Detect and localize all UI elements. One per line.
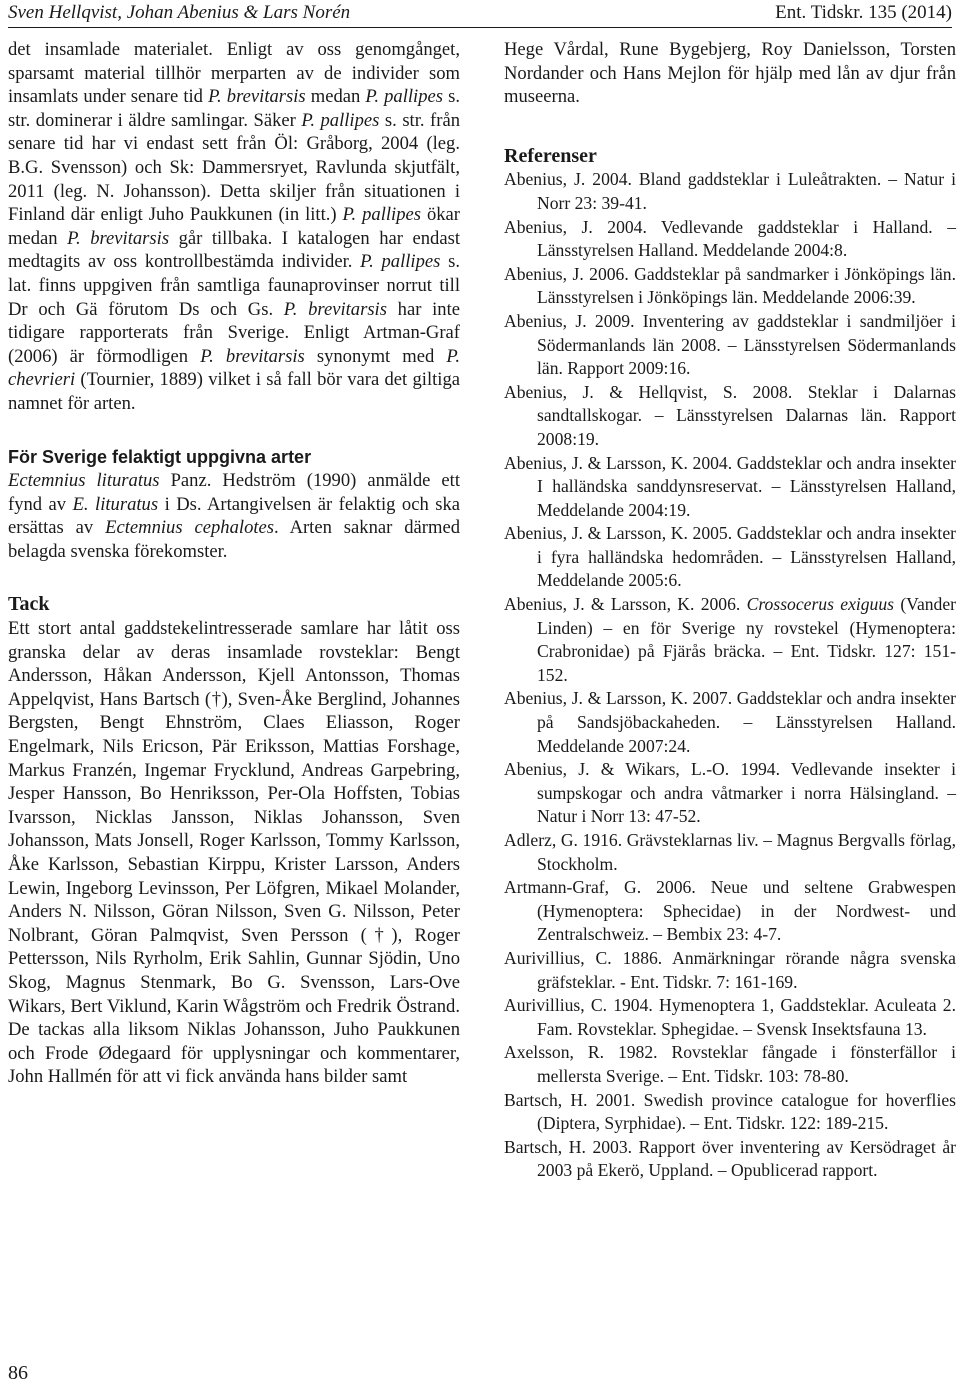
text-run: s. lat. finns uppgiven från samtliga faunaprovinser norrut till Dr och Gä förutom Ds och Gs. bbox=[8, 251, 460, 320]
reference-entry bbox=[504, 452, 956, 523]
italic-run: P. pallipes bbox=[301, 109, 380, 131]
italic-run: P. pallipes bbox=[365, 86, 444, 108]
text-run: Panz. Hedström (1990) anmälde ett fynd av bbox=[8, 470, 460, 515]
header-rule bbox=[8, 27, 952, 28]
text-run: Bartsch, H. 2003. Rapport över inventering av Kersödraget år 2003 på Ekerö, Uppland. – Opublicerad rapport. bbox=[504, 1136, 956, 1181]
reference-entry bbox=[504, 216, 956, 263]
reference-entry bbox=[504, 758, 956, 829]
text-run: Abenius, J. & Larsson, K. 2006. bbox=[504, 594, 747, 615]
text-run: Abenius, J. & Larsson, K. 2004. Gaddsteklar och andra insekter I halländska sanddynsreservat. – Länsstyrelsen Halland, Meddelande 2004:19. bbox=[504, 452, 956, 520]
italic-run: P. pallipes bbox=[360, 251, 441, 273]
italic-run: Ectemnius cephalotes bbox=[105, 517, 275, 539]
text-run: Hege Vårdal, Rune Bygebjerg, Roy Danielsson, Torsten Nordander och Hans Mejlon för hjälp med lån av djur från museerna. bbox=[504, 39, 956, 108]
reference-entry bbox=[504, 522, 956, 593]
reference-entry bbox=[504, 168, 956, 215]
reference-entry bbox=[504, 1089, 956, 1136]
text-run: s. str. dominerar i äldre samlingar. Säker bbox=[8, 86, 460, 131]
text-run: Abenius, J. 2006. Gaddsteklar på sandmarker i Jönköpings län. Länsstyrelsen i Jönköpings län. Meddelande 2006:39. bbox=[504, 263, 956, 308]
italic-run: Crossocerus exiguus bbox=[746, 594, 895, 615]
text-run: Aurivillius, C. 1886. Anmärkningar rörande några svenska gräfsteklar. - Ent. Tidskr. 7: 161-169. bbox=[504, 947, 956, 992]
italic-run: P. pallipes bbox=[342, 204, 421, 226]
italic-run: P. brevitarsis bbox=[208, 86, 306, 108]
header-journal: Ent. Tidskr. 135 (2014) bbox=[775, 2, 952, 23]
reference-entry bbox=[504, 947, 956, 994]
running-header bbox=[0, 0, 960, 30]
reference-list bbox=[504, 168, 956, 1183]
text-run: Aurivillius, C. 1904. Hymenoptera 1, Gaddsteklar. Aculeata 2. Fam. Rovsteklar. Sphegidae. – Svensk Insektsfauna 13. bbox=[504, 995, 956, 1039]
body-paragraph-pallipes bbox=[8, 38, 460, 416]
text-run: går tillbaka. I katalogen har endast medtagits av oss kontrollbestämda individer. bbox=[8, 227, 460, 273]
reference-entry bbox=[504, 994, 956, 1041]
text-run: Artmann-Graf, G. 2006. Neue und seltene Grabwespen (Hymenoptera: Sphecidae) in der Nordwest- und Zentralschweiz. – Bembix 23: 4-7. bbox=[504, 877, 956, 945]
italic-run: E. lituratus bbox=[72, 493, 159, 515]
reference-entry bbox=[504, 829, 956, 876]
section-heading-references: Referenser bbox=[504, 144, 597, 167]
text-run: Abenius, J. & Larsson, K. 2005. Gaddsteklar och andra insekter i fyra halländska hedområden. – Länsstyrelsen Halland, Meddelande 2005:6. bbox=[504, 523, 956, 591]
text-run: Ett stort antal gaddstekelintresserade samlare har låtit oss granska delar av deras insamlade rovsteklar: Bengt Andersson, Håkan Andersson, Kjell Antonsson, Thomas Appelqvist, Hans Bartsch (†), Sven-Åke Berglind, Johannes Bergsten, Bengt Ehnström, Claes Eliasson, Roger Engelmark, Nils Ericson, Pär Eriksson, Mattias Forshage, Markus Franzén, Ingemar Frycklund, Andreas Garpebring, Jesper Hansson, Bo Henriksson, Per-Ola Hoffsten, Tobias Ivarsson, Nicklas Jansson, Niklas Johansson, Sven Johansson, Mats Jonsell, Roger Karlsson, Tommy Karlsson, Åke Karlsson, Sebastian Kirppu, Krister Larsson, Anders Lewin, Ingeborg Levinsson, Per Löfgren, Mikael Molander, Anders N. Nilsson, Göran Nilsson, Sven G. Nilsson, Peter Nolbrant, Göran Palmqvist, Sven Persson (†), Roger Pettersson, Nils Ryrholm, Erik Sahlin, Gunnar Sjödin, Uno Skog, Magnus Stenmark, Bo G. Svensson, Lars-Ove Wikars, Bert Viklund, Karin Wågström och Fredrik Östrand. De tackas alla liksom Niklas Johansson, Juho Paukkunen och Frode Ødegaard för upplysningar och kommentarer, John Hallmén för att vi fick använda hans bilder samt bbox=[8, 618, 460, 1088]
text-run: Abenius, J. 2004. Bland gaddsteklar i Luleåtrakten. – Natur i Norr 23: 39-41. bbox=[504, 169, 956, 213]
text-run: s. str. från senare tid har vi endast sett från Öl: Gråborg, 2004 (leg. B.G. Svensson) och Sk: Dammersryet, Ravlunda skjutfält, 2011 (leg. N. Johansson). Detta skiljer från situationen i Finland där enligt Juho Paukkunen (in litt.) bbox=[8, 109, 460, 226]
text-run: har inte tidigare rapporterats från Sverige. Enligt Artman-Graf (2006) är förmodligen bbox=[8, 298, 460, 367]
italic-run: P. brevitarsis bbox=[67, 227, 170, 249]
page-number: 86 bbox=[8, 1362, 28, 1384]
reference-entry bbox=[504, 263, 956, 310]
section-heading-incorrect-species: För Sverige felaktigt uppgivna arter bbox=[8, 446, 312, 467]
reference-entry bbox=[504, 1041, 956, 1088]
reference-entry bbox=[504, 310, 956, 381]
text-run: (Tournier, 1889) vilket i så fall bör vara det giltiga namnet för arten. bbox=[8, 369, 460, 414]
body-paragraph-acknowledgements bbox=[8, 617, 460, 1089]
reference-entry bbox=[504, 1136, 956, 1183]
italic-run: P. chevrieri bbox=[8, 345, 461, 391]
body-paragraph-ectemnius bbox=[8, 469, 460, 563]
section-heading-acknowledgements: Tack bbox=[8, 593, 50, 616]
reference-entry bbox=[504, 593, 956, 687]
text-run: medan bbox=[305, 86, 366, 108]
text-run: Abenius, J. & Hellqvist, S. 2008. Steklar i Dalarnas sandtallskogar. – Länsstyrelsen Dalarnas län. Rapport 2008:19. bbox=[504, 381, 956, 449]
right-column bbox=[504, 38, 956, 1183]
italic-run: P. brevitarsis bbox=[200, 345, 305, 367]
reference-entry bbox=[504, 687, 956, 758]
left-column bbox=[8, 38, 460, 1089]
text-run: det insamlade materialet. Enligt av oss genomgånget, sparsamt material tillhör merparten av de individer som insamlats under senare tid bbox=[8, 39, 460, 108]
text-run: Adlerz, G. 1916. Grävsteklarnas liv. – Magnus Bergvalls förlag, Stockholm. bbox=[504, 830, 956, 874]
text-run: (Vander Linden) – en för Sverige ny rovstekel (Hymenoptera: Crabronidae) på Fjärås bräcka. – Ent. Tidskr. 127: 151-152. bbox=[537, 594, 957, 685]
text-run: Abenius, J. & Wikars, L.-O. 1994. Vedlevande insekter i sumpskogar och andra våtmarker i norra Hälsingland. – Natur i Norr 13: 47-52. bbox=[504, 759, 956, 827]
text-run: Abenius, J. 2009. Inventering av gaddsteklar i sandmiljöer i Södermanlands län 2008. – Länsstyrelsen Södermanlands län. Rapport 2009:16. bbox=[504, 310, 956, 379]
reference-entry bbox=[504, 381, 956, 452]
text-run: i Ds. Artangivelsen är felaktig och ska ersättas av bbox=[8, 493, 461, 539]
text-run: ökar medan bbox=[8, 204, 460, 249]
text-run: Abenius, J. & Larsson, K. 2007. Gaddsteklar och andra insekter på Sandsjöbackaheden. – Länsstyrelsen Halland. Meddelande 2007:24. bbox=[504, 688, 956, 756]
text-run: synonymt med bbox=[304, 345, 447, 367]
text-run: Abenius, J. 2004. Vedlevande gaddsteklar i Halland. – Länsstyrelsen Halland. Meddelande 2004:8. bbox=[504, 216, 956, 261]
body-paragraph-acknowledgements-cont bbox=[504, 38, 956, 109]
text-run: . Arten saknar därmed belagda svenska förekomster. bbox=[8, 517, 461, 562]
italic-run: P. brevitarsis bbox=[283, 298, 387, 320]
text-run: Bartsch, H. 2001. Swedish province catalogue for hoverflies (Diptera, Syrphidae). – Ent. Tidskr. 122: 189-215. bbox=[504, 1089, 956, 1134]
text-run: Axelsson, R. 1982. Rovsteklar fångade i fönsterfällor i mellersta Sverige. – Ent. Tidskr. 103: 78-80. bbox=[504, 1042, 956, 1086]
reference-entry bbox=[504, 876, 956, 947]
header-authors: Sven Hellqvist, Johan Abenius & Lars Norén bbox=[8, 2, 351, 23]
italic-run: Ectemnius lituratus bbox=[8, 470, 160, 492]
